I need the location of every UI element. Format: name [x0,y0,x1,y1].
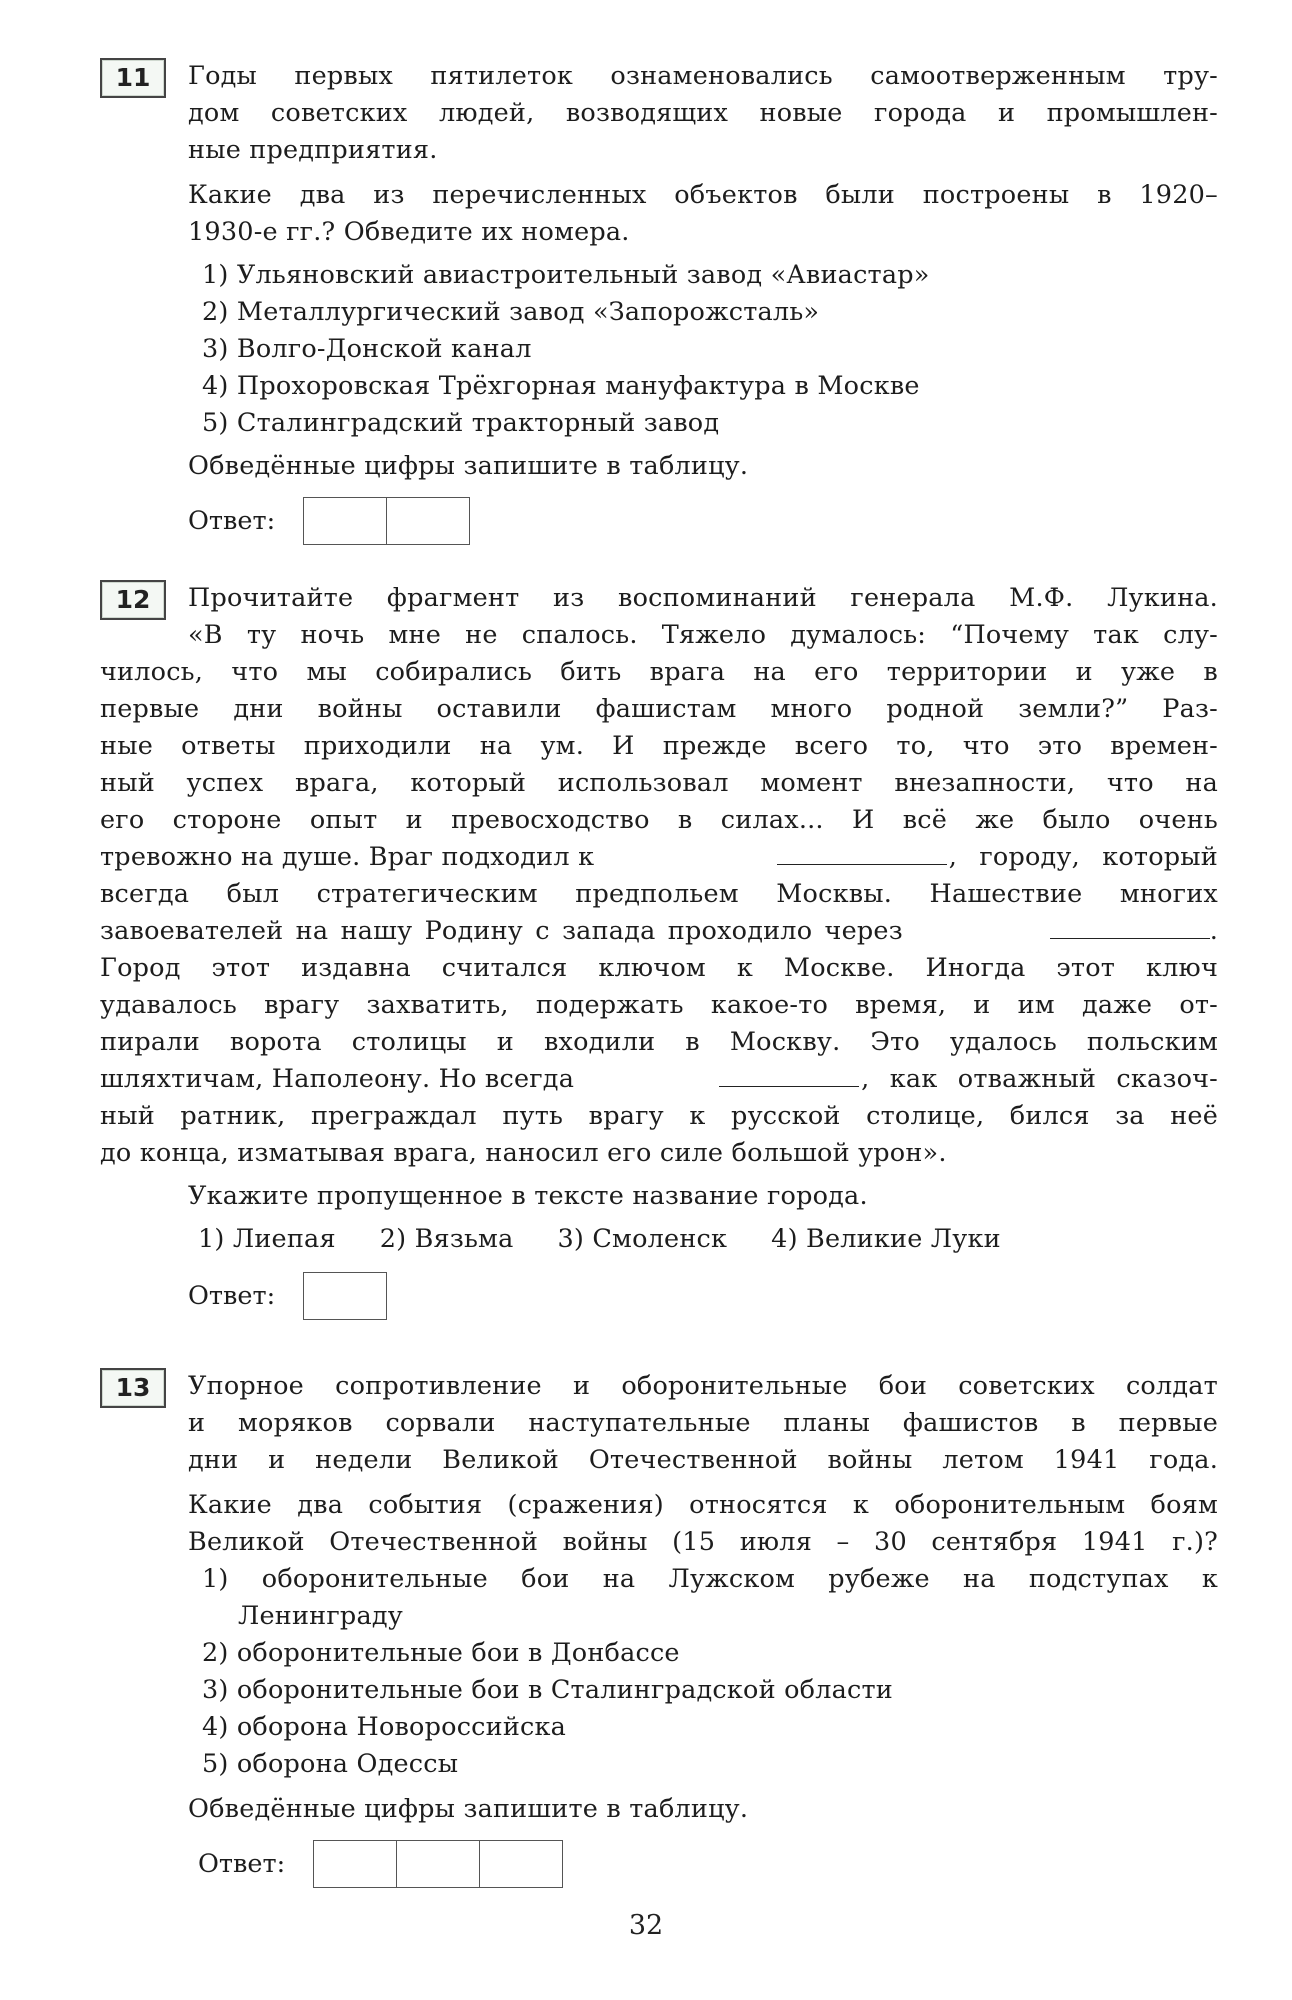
quote-line-with-blank [100,839,1218,876]
answer-option[interactable]: 2) оборонительные бои в Донбассе [202,1638,680,1668]
quote-line: ные ответы приходили на ум. И прежде всего то, что это времен- [100,731,1218,761]
answer-option[interactable]: 1) оборонительные бои на Лужском рубеже на подступах к [202,1564,1218,1594]
task-question-line: Великой Отечественной войны (15 июля – 30 сентября 1941 г.)? [188,1527,1218,1557]
answer-cell[interactable] [397,1841,480,1887]
quote-line: его стороне опыт и превосходство в силах... И всё же было очень [100,805,1218,835]
quote-fragment: шляхтичам, Наполеону. Но всегда [100,1064,575,1094]
answer-option[interactable]: 2) Вязьма [379,1224,514,1254]
task-number-badge: 12 [100,580,166,620]
task-intro-line: дни и недели Великой Отечественной войны летом 1941 года. [188,1445,1218,1475]
answer-option[interactable]: 3) Смоленск [557,1224,728,1254]
answer-option[interactable]: 5) оборона Одессы [202,1749,459,1779]
task-12 [100,580,1220,1320]
answer-row [188,1272,1218,1320]
task-question-line: 1930-е гг.? Обведите их номера. [188,217,630,247]
quote-line: ный ратник, преграждал путь врагу к русской столице, бился за неё [100,1101,1218,1131]
answer-table [313,1840,563,1888]
answer-label: Ответ: [188,505,276,536]
fill-in-blank[interactable] [719,1064,859,1087]
answer-row [188,497,1218,545]
quote-fragment: завоевателей на нашу Родину с запада проходило через [100,916,903,946]
answer-label: Ответ: [198,1848,286,1879]
answer-option[interactable]: 4) оборона Новороссийска [202,1712,567,1742]
answer-option[interactable]: 4) Прохоровская Трёхгорная мануфактура в Москве [202,371,920,401]
quote-line: всегда был стратегическим предпольем Москвы. Нашествие многих [100,879,1218,909]
task-number-badge: 13 [100,1368,166,1408]
quote-fragment: , как отважный сказоч- [861,1064,1218,1094]
fill-in-blank[interactable] [777,842,947,865]
quote-line: первые дни войны оставили фашистам много родной земли?” Раз- [100,694,1218,724]
answer-option-continuation: Ленинграду [238,1601,403,1631]
task-intro-line: Упорное сопротивление и оборонительные бои советских солдат [188,1371,1218,1401]
page-number: 32 [628,1910,664,1941]
task-instruction: Обведённые цифры запишите в таблицу. [188,451,749,481]
quote-fragment: тревожно на душе. Враг подходил к [100,842,595,872]
quote-fragment: , городу, который [948,842,1218,872]
task-intro-line: и моряков сорвали наступательные планы фашистов в первые [188,1408,1218,1438]
quote-line: чилось, что мы собирались бить врага на его территории и уже в [100,657,1218,687]
quote-fragment: . [1209,916,1218,946]
task-number-badge: 11 [100,58,166,98]
answer-cell[interactable] [480,1841,562,1887]
task-question-line: Какие два события (сражения) относятся к оборонительным боям [188,1490,1218,1520]
answer-cell[interactable] [314,1841,397,1887]
task-11 [100,58,1220,545]
answer-option[interactable]: 4) Великие Луки [771,1224,1001,1254]
task-intro-line: Прочитайте фрагмент из воспоминаний генерала М.Ф. Лукина. [188,583,1218,613]
answer-table [303,1272,387,1320]
quote-line: удавалось врагу захватить, подержать какое-то время, и им даже от- [100,990,1218,1020]
quote-line-with-blank [100,1061,1218,1098]
quote-line: пирали ворота столицы и входили в Москву. Это удалось польским [100,1027,1218,1057]
answer-option[interactable]: 3) оборонительные бои в Сталинградской области [202,1675,894,1705]
task-intro-line: ные предприятия. [188,135,438,165]
task-13 [100,1368,1220,1888]
answer-cell[interactable] [387,498,469,544]
answer-option[interactable]: 5) Сталинградский тракторный завод [202,408,720,438]
answer-option[interactable]: 1) Ульяновский авиастроительный завод «Авиастар» [202,260,930,290]
task-intro-line: дом советских людей, возводящих новые города и промышлен- [188,98,1218,128]
answer-label: Ответ: [188,1280,276,1311]
task-question-line: Укажите пропущенное в тексте название города. [188,1181,868,1211]
quote-line: до конца, изматывая врага, наносил его силе большой урон». [100,1138,947,1168]
answer-cell[interactable] [304,498,387,544]
answer-cell[interactable] [304,1273,386,1319]
answer-option[interactable]: 1) Лиепая [198,1224,336,1254]
answer-row [198,1840,1218,1888]
task-instruction: Обведённые цифры запишите в таблицу. [188,1794,749,1824]
quote-line: ный успех врага, который использовал момент внезапности, что на [100,768,1218,798]
task-intro-line: Годы первых пятилеток ознаменовались самоотверженным тру- [188,61,1218,91]
quote-line-with-blank [100,913,1218,950]
answer-table [303,497,470,545]
quote-line: Город этот издавна считался ключом к Москве. Иногда этот ключ [100,953,1218,983]
answer-options-row [198,1221,1218,1258]
task-question-line: Какие два из перечисленных объектов были построены в 1920– [188,180,1218,210]
fill-in-blank[interactable] [1050,916,1210,939]
quote-line: «В ту ночь мне не спалось. Тяжело думалось: “Почему так слу- [188,620,1218,650]
answer-option[interactable]: 3) Волго-Донской канал [202,334,532,364]
answer-option[interactable]: 2) Металлургический завод «Запорожсталь» [202,297,820,327]
